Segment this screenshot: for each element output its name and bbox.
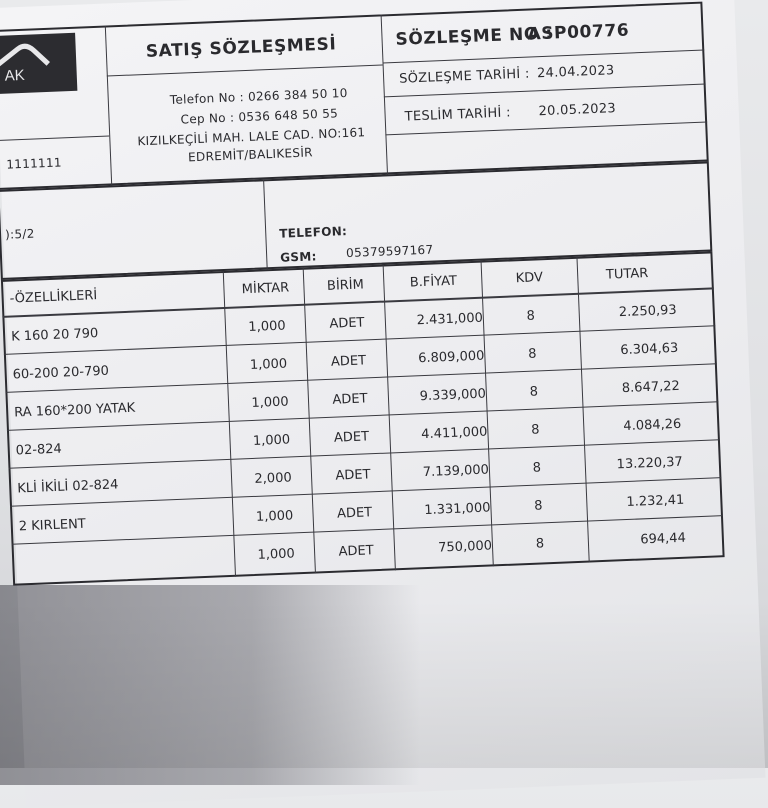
cell-description: 02-824 (15, 441, 63, 459)
cell-description: KLİ İKİLİ 02-824 (17, 477, 119, 497)
cell-vat: 8 (535, 536, 545, 552)
contract-no: ASP00776 (527, 20, 630, 45)
cell-vat: 8 (526, 308, 536, 324)
delivery-date-label: TESLİM TARİHİ : (404, 105, 512, 125)
cell-total: 2.250,93 (618, 302, 677, 321)
company-mobile: Cep No : 0536 648 50 55 (180, 106, 339, 127)
contract-date: 24.04.2023 (536, 63, 615, 82)
cell-unit-price: 7.139,000 (422, 462, 490, 481)
cell-quantity: 1,000 (255, 508, 294, 525)
cell-unit-price: 750,000 (437, 538, 493, 556)
company-address-line1: KIZILKEÇİLİ MAH. LALE CAD. NO:161 (137, 125, 366, 149)
cell-description: RA 160*200 YATAK (13, 400, 136, 421)
header-total: TUTAR (605, 265, 649, 283)
customer-gsm: 05379597167 (345, 242, 434, 261)
cell-vat: 8 (530, 422, 540, 438)
cell-unit: ADET (335, 467, 371, 484)
cell-unit: ADET (329, 315, 365, 332)
contract-date-label: SÖZLEŞME TARİHİ : (398, 66, 530, 87)
cell-total: 8.647,22 (621, 378, 681, 397)
customer-partial: ):5/2 (4, 226, 35, 242)
header-quantity: MİKTAR (241, 280, 290, 298)
company-phone: Telefon No : 0266 384 50 10 (169, 85, 348, 108)
cell-unit-price: 2.431,000 (416, 310, 484, 329)
cell-total: 1.232,41 (626, 492, 685, 511)
cell-total: 4.084,26 (623, 416, 682, 435)
cell-unit-price: 4.411,000 (420, 424, 488, 443)
cell-vat: 8 (527, 346, 537, 362)
company-address-line2: EDREMİT/BALIKESİR (187, 145, 314, 165)
cell-unit: ADET (332, 391, 368, 408)
cell-unit: ADET (330, 353, 367, 370)
cell-description: 2 KIRLENT (18, 516, 87, 535)
delivery-date: 20.05.2023 (538, 101, 617, 120)
header-description: -ÖZELLİKLERİ (9, 288, 98, 307)
contract-no-label: SÖZLEŞME NO : (395, 23, 554, 50)
cell-quantity: 2,000 (254, 470, 293, 487)
cell-unit-price: 1.331,000 (424, 500, 491, 519)
cell-quantity: 1,000 (251, 394, 289, 411)
cell-total: 13.220,37 (616, 454, 684, 473)
customer-gsm-label: GSM: (279, 249, 317, 265)
cell-description: 60-200 20-790 (12, 363, 110, 383)
cell-unit-price: 6.809,000 (417, 348, 485, 367)
logo-text: AK (4, 66, 26, 85)
header-vat: KDV (515, 270, 544, 287)
cell-vat: 8 (529, 384, 539, 400)
header-unit-price: B.FİYAT (409, 273, 458, 291)
cell-vat: 8 (533, 498, 543, 514)
cell-unit-price: 9.339,000 (419, 386, 487, 405)
cell-total: 6.304,63 (620, 340, 679, 359)
cell-description: K 160 20 790 (10, 326, 99, 345)
cell-unit: ADET (336, 505, 373, 522)
cell-quantity: 1,000 (248, 318, 286, 336)
cell-unit: ADET (333, 429, 370, 446)
header-unit: BİRİM (326, 277, 365, 294)
left-number: 1111111 (6, 155, 63, 172)
cell-quantity: 1,000 (249, 356, 288, 374)
customer-phone-label: TELEFON: (279, 224, 348, 241)
cell-total: 694,44 (640, 530, 687, 548)
cell-vat: 8 (532, 460, 542, 476)
cell-quantity: 1,000 (257, 546, 296, 563)
cell-unit: ADET (338, 543, 374, 560)
document-title: SATIŞ SÖZLEŞMESİ (145, 34, 337, 62)
cell-quantity: 1,000 (252, 432, 291, 449)
